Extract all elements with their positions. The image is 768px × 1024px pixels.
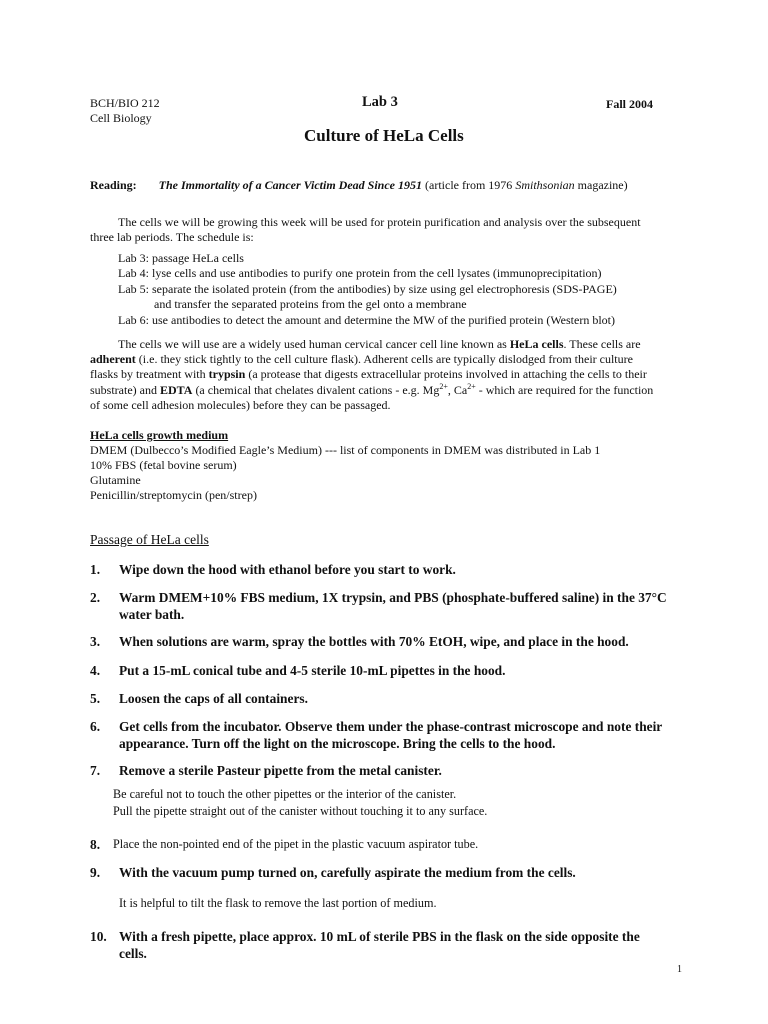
step-number: 5. <box>90 691 101 706</box>
intro-line-2: three lab periods. The schedule is: <box>90 230 254 244</box>
para2-bold-term: EDTA <box>159 383 193 397</box>
step-text: Loosen the caps of all containers. <box>119 691 308 706</box>
step-text: Remove a sterile Pasteur pipette from the metal canister. <box>119 763 442 778</box>
para2-line-3 <box>90 367 647 382</box>
reading-article-title: The Immortality of a Cancer Victim Dead Since 1951 <box>158 178 422 192</box>
reading-source-post: magazine) <box>574 178 628 192</box>
schedule-item: Lab 6: use antibodies to detect the amount and determine the MW of the purified protein (Western blot) <box>118 313 615 327</box>
step-number: 4. <box>90 663 101 678</box>
para2-line-2 <box>90 352 633 367</box>
step-number: 2. <box>90 590 101 605</box>
step-text: Put a 15-mL conical tube and 4-5 sterile 10-mL pipettes in the hood. <box>119 663 506 678</box>
step-number: 8. <box>90 837 101 852</box>
medium-item: 10% FBS (fetal bovine serum) <box>90 458 237 472</box>
para2-line-4 <box>90 383 653 398</box>
step-text: With the vacuum pump turned on, carefully aspirate the medium from the cells. <box>119 865 576 880</box>
step-number: 1. <box>90 562 101 577</box>
para2-text: The cells we will use are a widely used human cervical cancer cell line known as <box>118 337 510 351</box>
para2-text: substrate) and <box>90 383 160 397</box>
medium-item: Glutamine <box>90 473 141 487</box>
para2-text: . These cells are <box>563 337 641 351</box>
medium-heading: HeLa cells growth medium <box>90 428 229 442</box>
step-text: When solutions are warm, spray the bottles with 70% EtOH, wipe, and place in the hood. <box>119 634 629 649</box>
schedule-item: Lab 5: separate the isolated protein (from the antibodies) by size using gel electrophoresis (SDS-PAGE) <box>118 282 617 296</box>
para2-text: (i.e. they stick tightly to the cell culture flask). Adherent cells are typically dislodged from their culture <box>135 352 633 366</box>
department: Cell Biology <box>90 111 152 125</box>
schedule-item: Lab 4: lyse cells and use antibodies to purify one protein from the cell lysates (immunoprecipitation) <box>118 266 602 280</box>
step-7-note: Pull the pipette straight out of the canister without touching it to any surface. <box>113 804 488 818</box>
para2-text: , Ca <box>447 383 468 397</box>
para2-text: (a chemical that chelates divalent cations - e.g. Mg <box>192 383 440 397</box>
para2-line-1 <box>118 337 641 352</box>
page-title: Culture of HeLa Cells <box>304 126 464 145</box>
step-number: 9. <box>90 865 101 880</box>
passage-heading: Passage of HeLa cells <box>90 532 209 547</box>
step-text-continuation: cells. <box>119 946 147 961</box>
reading-label: Reading: <box>90 178 137 192</box>
step-7-note: Be careful not to touch the other pipettes or the interior of the canister. <box>113 787 457 801</box>
reading-source-magazine: Smithsonian <box>515 178 575 192</box>
course-code: BCH/BIO 212 <box>90 96 160 110</box>
step-number: 3. <box>90 634 101 649</box>
step-text-continuation: appearance. Turn off the light on the microscope. Bring the cells to the hood. <box>119 736 556 751</box>
superscript: 2+ <box>439 382 448 391</box>
medium-item: Penicillin/streptomycin (pen/strep) <box>90 488 257 502</box>
step-text-continuation: water bath. <box>119 607 185 622</box>
medium-item: DMEM (Dulbecco’s Modified Eagle’s Medium) --- list of components in DMEM was distributed in Lab 1 <box>90 443 601 457</box>
step-9-note: It is helpful to tilt the flask to remove the last portion of medium. <box>119 896 437 910</box>
reading-line <box>90 178 628 193</box>
para2-bold-term: adherent <box>90 352 136 366</box>
step-number: 7. <box>90 763 101 778</box>
para2-text: (a protease that digests extracellular proteins involved in attaching the cells to their <box>245 367 647 381</box>
superscript: 2+ <box>467 382 476 391</box>
para2-bold-term: HeLa cells <box>509 337 564 351</box>
term: Fall 2004 <box>606 97 653 111</box>
reading-source-pre: (article from 1976 <box>422 178 516 192</box>
para2-line-5: of some cell adhesion molecules) before they can be passaged. <box>90 398 391 412</box>
para2-text: flasks by treatment with <box>90 367 209 381</box>
lab-number: Lab 3 <box>362 94 398 110</box>
step-text: Get cells from the incubator. Observe them under the phase-contrast microscope and note their <box>119 719 663 734</box>
schedule-item: Lab 3: passage HeLa cells <box>118 251 244 265</box>
intro-line-1: The cells we will be growing this week will be used for protein purification and analysis over the subsequent <box>118 215 641 229</box>
step-text: Warm DMEM+10% FBS medium, 1X trypsin, and PBS (phosphate-buffered saline) in the 37°C <box>119 590 667 605</box>
step-text: Wipe down the hood with ethanol before you start to work. <box>119 562 456 577</box>
page-number: 1 <box>677 964 682 975</box>
para2-bold-term: trypsin <box>208 367 246 381</box>
step-text: Place the non-pointed end of the pipet in the plastic vacuum aspirator tube. <box>113 837 479 851</box>
schedule-item-continuation: and transfer the separated proteins from the gel onto a membrane <box>154 297 467 311</box>
step-number: 10. <box>90 929 107 944</box>
step-number: 6. <box>90 719 101 734</box>
step-text: With a fresh pipette, place approx. 10 mL of sterile PBS in the flask on the side opposite the <box>119 929 640 944</box>
para2-text: - which are required for the function <box>475 383 654 397</box>
